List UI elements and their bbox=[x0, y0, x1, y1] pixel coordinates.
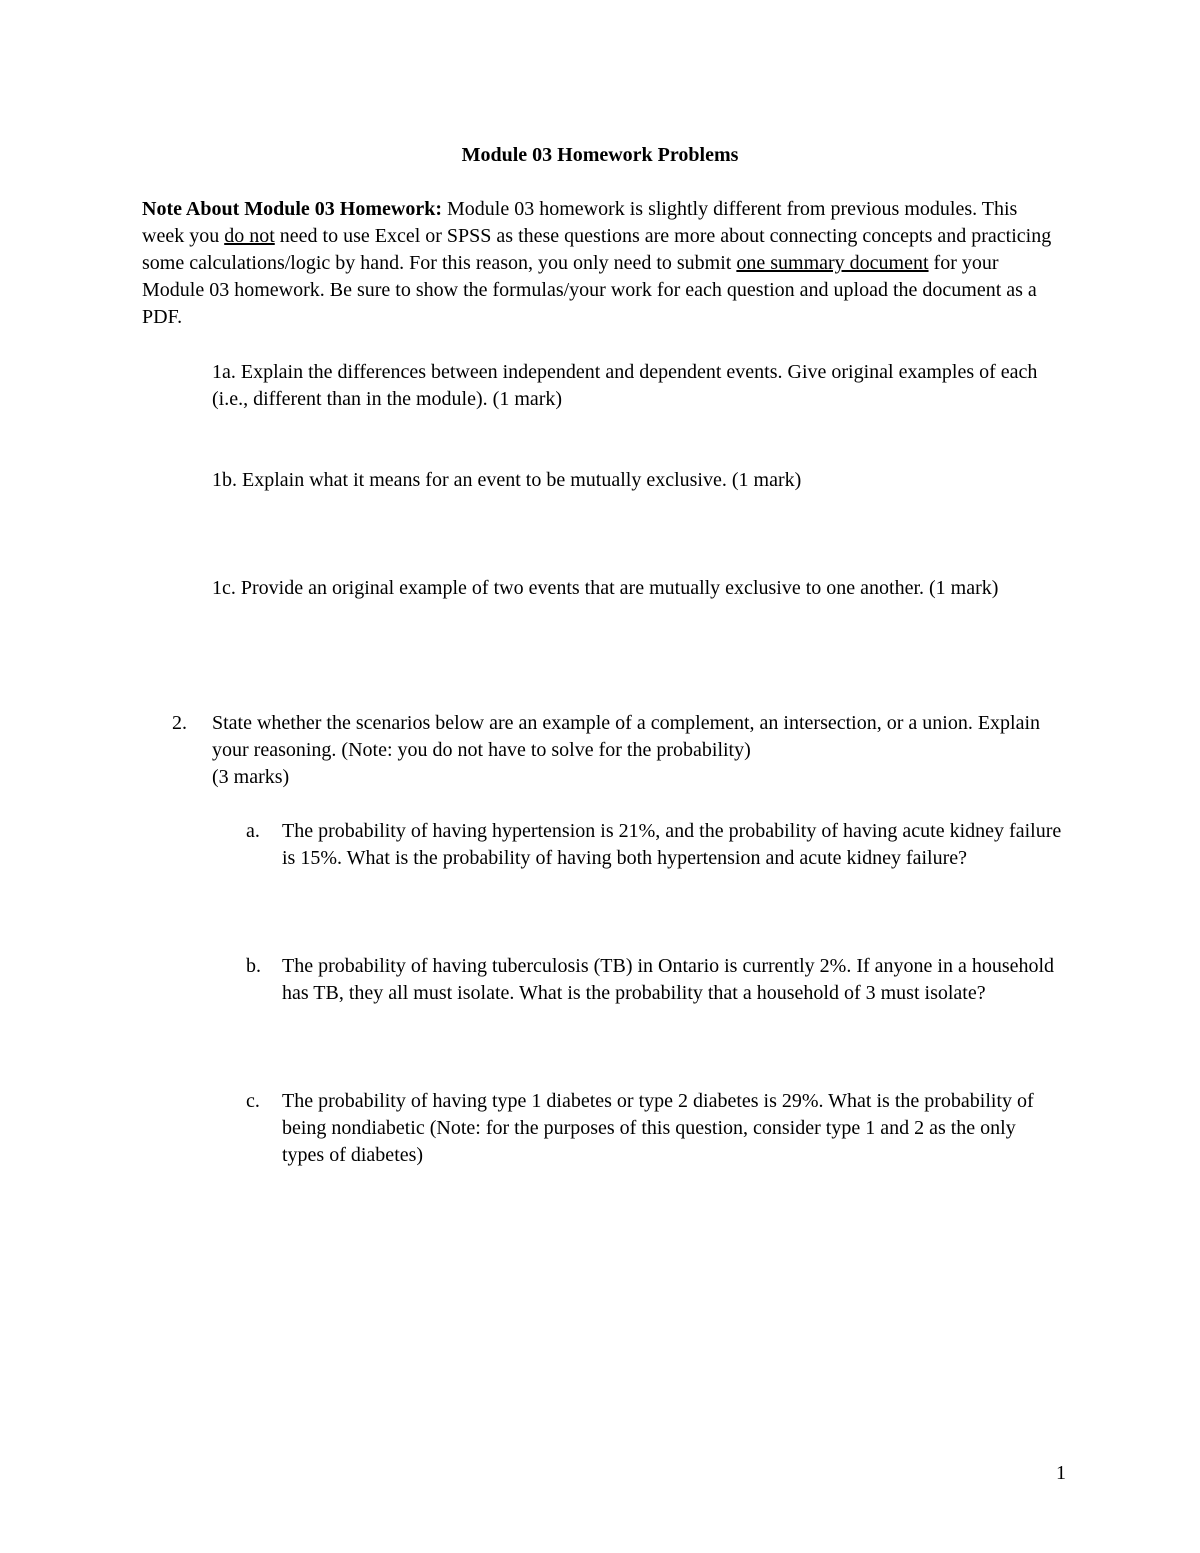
question-2-body bbox=[212, 710, 1072, 791]
note-underline-do-not: do not bbox=[224, 225, 275, 247]
note-text-1: Module 03 homework is slightly different from previous modules. This week you bbox=[142, 198, 1018, 247]
question-2c-letter: c. bbox=[246, 1090, 260, 1112]
question-2-number: 2. bbox=[172, 712, 187, 734]
question-2b-text: The probability of having tuberculosis (TB) in Ontario is currently 2%. If anyone in a household has TB, they all must isolate. What is the probability that a household of 3 must isolate? bbox=[282, 955, 1055, 1004]
question-1c: 1c. Provide an original example of two events that are mutually exclusive to one another. (1 mark) bbox=[212, 577, 999, 599]
question-1b: 1b. Explain what it means for an event to be mutually exclusive. (1 mark) bbox=[212, 469, 802, 491]
page-number: 1 bbox=[1056, 1462, 1066, 1484]
question-2a-letter: a. bbox=[246, 820, 260, 842]
question-2-text: State whether the scenarios below are an example of a complement, an intersection, or a union. Explain your reasoning. (Note: you do not have to solve for the probability) bbox=[212, 712, 1041, 761]
question-2c-text: The probability of having type 1 diabetes or type 2 diabetes is 29%. What is the probability of being nondiabetic (Note: for the purposes of this question, consider type 1 and 2 as the only types of diabetes) bbox=[282, 1090, 1034, 1166]
homework-note bbox=[142, 196, 1062, 331]
question-2a-text: The probability of having hypertension is 21%, and the probability of having acute kidney failure is 15%. What is the probability of having both hypertension and acute kidney failure? bbox=[282, 820, 1062, 869]
page-title: Module 03 Homework Problems bbox=[461, 144, 739, 166]
question-2-marks: (3 marks) bbox=[212, 766, 290, 788]
note-heading: Note About Module 03 Homework: bbox=[142, 198, 442, 220]
question-2b-letter: b. bbox=[246, 955, 261, 977]
note-text-3: for your Module 03 homework. Be sure to show the formulas/your work for each question and upload the document as a PDF. bbox=[142, 252, 1037, 328]
note-text-2: need to use Excel or SPSS as these questions are more about connecting concepts and practicing some calculations/logic by hand. For this reason, you only need to submit bbox=[142, 225, 1052, 274]
question-1a: 1a. Explain the differences between independent and dependent events. Give original examples of each (i.e., different than in the module). (1 mark) bbox=[212, 361, 1038, 410]
note-underline-summary: one summary document bbox=[736, 252, 929, 274]
